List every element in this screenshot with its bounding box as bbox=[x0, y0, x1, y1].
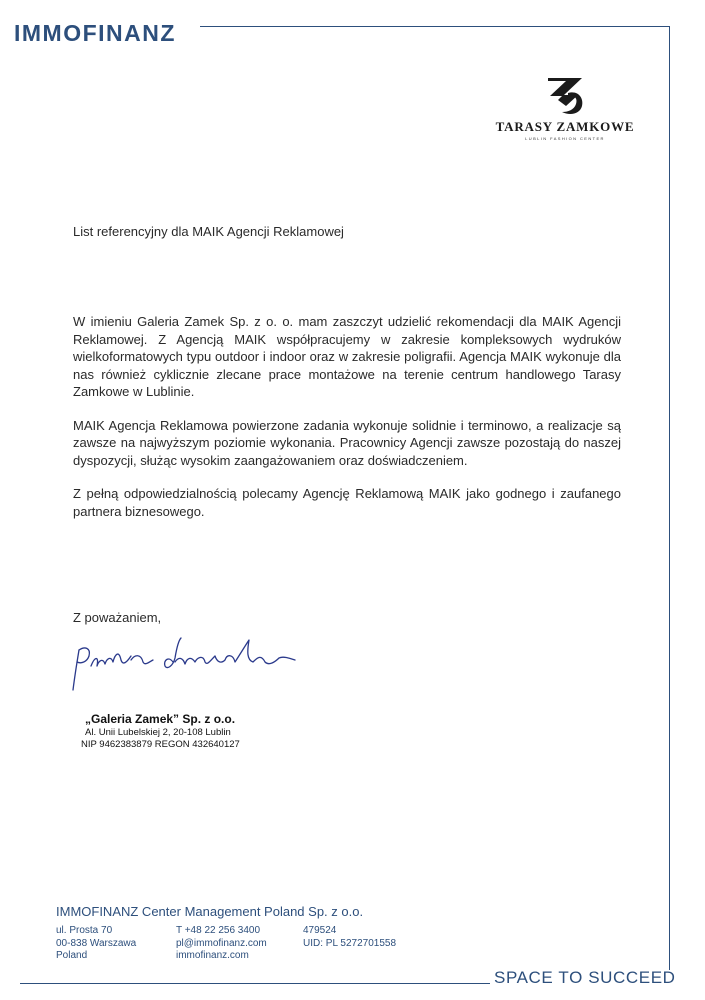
logo-name: TARASY ZAMKOWE bbox=[495, 119, 635, 134]
footer-email: pl@immofinanz.com bbox=[176, 937, 267, 949]
footer-contact bbox=[176, 925, 267, 963]
logo-subtitle: LUBLIN FASHION CENTER bbox=[525, 136, 605, 141]
footer-address-line: ul. Prosta 70 bbox=[56, 925, 113, 936]
footer-address bbox=[56, 925, 136, 963]
paragraph-1: W imieniu Galeria Zamek Sp. z o. o. mam zaszczyt udzielić rekomendacji dla MAIK Agencji Reklamowej. Z Agencją MAIK współpracujemy w zakresie kompleksowych wydruków wielkoformatowych typu outdoor i indoor oraz w zakresie poligrafii. Agencja MAIK wykonuje dla nas również cyklicznie zlecane prace montażowe na terenie centrum handlowego Tarasy Zamkowe w Lublinie. bbox=[73, 314, 621, 399]
footer-uid: UID: PL 5272701558 bbox=[303, 937, 397, 949]
stamp-tax-ids: NIP 9462383879 REGON 432640127 bbox=[81, 739, 240, 750]
frame-top-line bbox=[200, 26, 670, 27]
frame-bottom-line bbox=[20, 983, 490, 984]
footer-address-line: Poland bbox=[56, 950, 88, 961]
frame-right-line bbox=[669, 26, 670, 970]
paragraph-3: Z pełną odpowiedzialnością polecamy Agencję Reklamową MAIK jako godnego i zaufanego partnera biznesowego. bbox=[73, 486, 621, 519]
footer-company-name: IMMOFINANZ Center Management Poland Sp. z o.o. bbox=[56, 904, 364, 919]
paragraph-2: MAIK Agencja Reklamowa powierzone zadania wykonuje solidnie i terminowo, a realizacje są zawsze na najwyższym poziomie wykonania. Pracownicy Agencji zawsze pozostają do naszej dyspozycji, służąc wysokim zaangażowaniem oraz doświadczeniem. bbox=[73, 417, 621, 468]
stamp-company-name: „Galeria Zamek” Sp. z o.o. bbox=[85, 712, 236, 726]
footer-website: immofinanz.com bbox=[176, 950, 249, 961]
handwritten-signature bbox=[65, 632, 335, 698]
footer-address-line: 00-838 Warszawa bbox=[56, 937, 137, 949]
letter-subject: List referencyjny dla MAIK Agencji Reklamowej bbox=[73, 224, 344, 239]
immofinanz-logo: IMMOFINANZ bbox=[14, 20, 176, 46]
slogan: SPACE TO SUCCEED bbox=[494, 968, 676, 987]
closing-line: Z poważaniem, bbox=[73, 610, 162, 625]
letter-body bbox=[73, 313, 621, 536]
footer-registration bbox=[303, 925, 396, 950]
tarasy-zamkowe-emblem-icon bbox=[544, 76, 586, 116]
stamp-address: Al. Unii Lubelskiej 2, 20-108 Lublin bbox=[85, 727, 231, 738]
footer-phone: T +48 22 256 3400 bbox=[176, 925, 261, 936]
footer-registration-number: 479524 bbox=[303, 925, 337, 936]
tarasy-zamkowe-logo bbox=[495, 76, 635, 141]
company-stamp bbox=[81, 712, 240, 750]
